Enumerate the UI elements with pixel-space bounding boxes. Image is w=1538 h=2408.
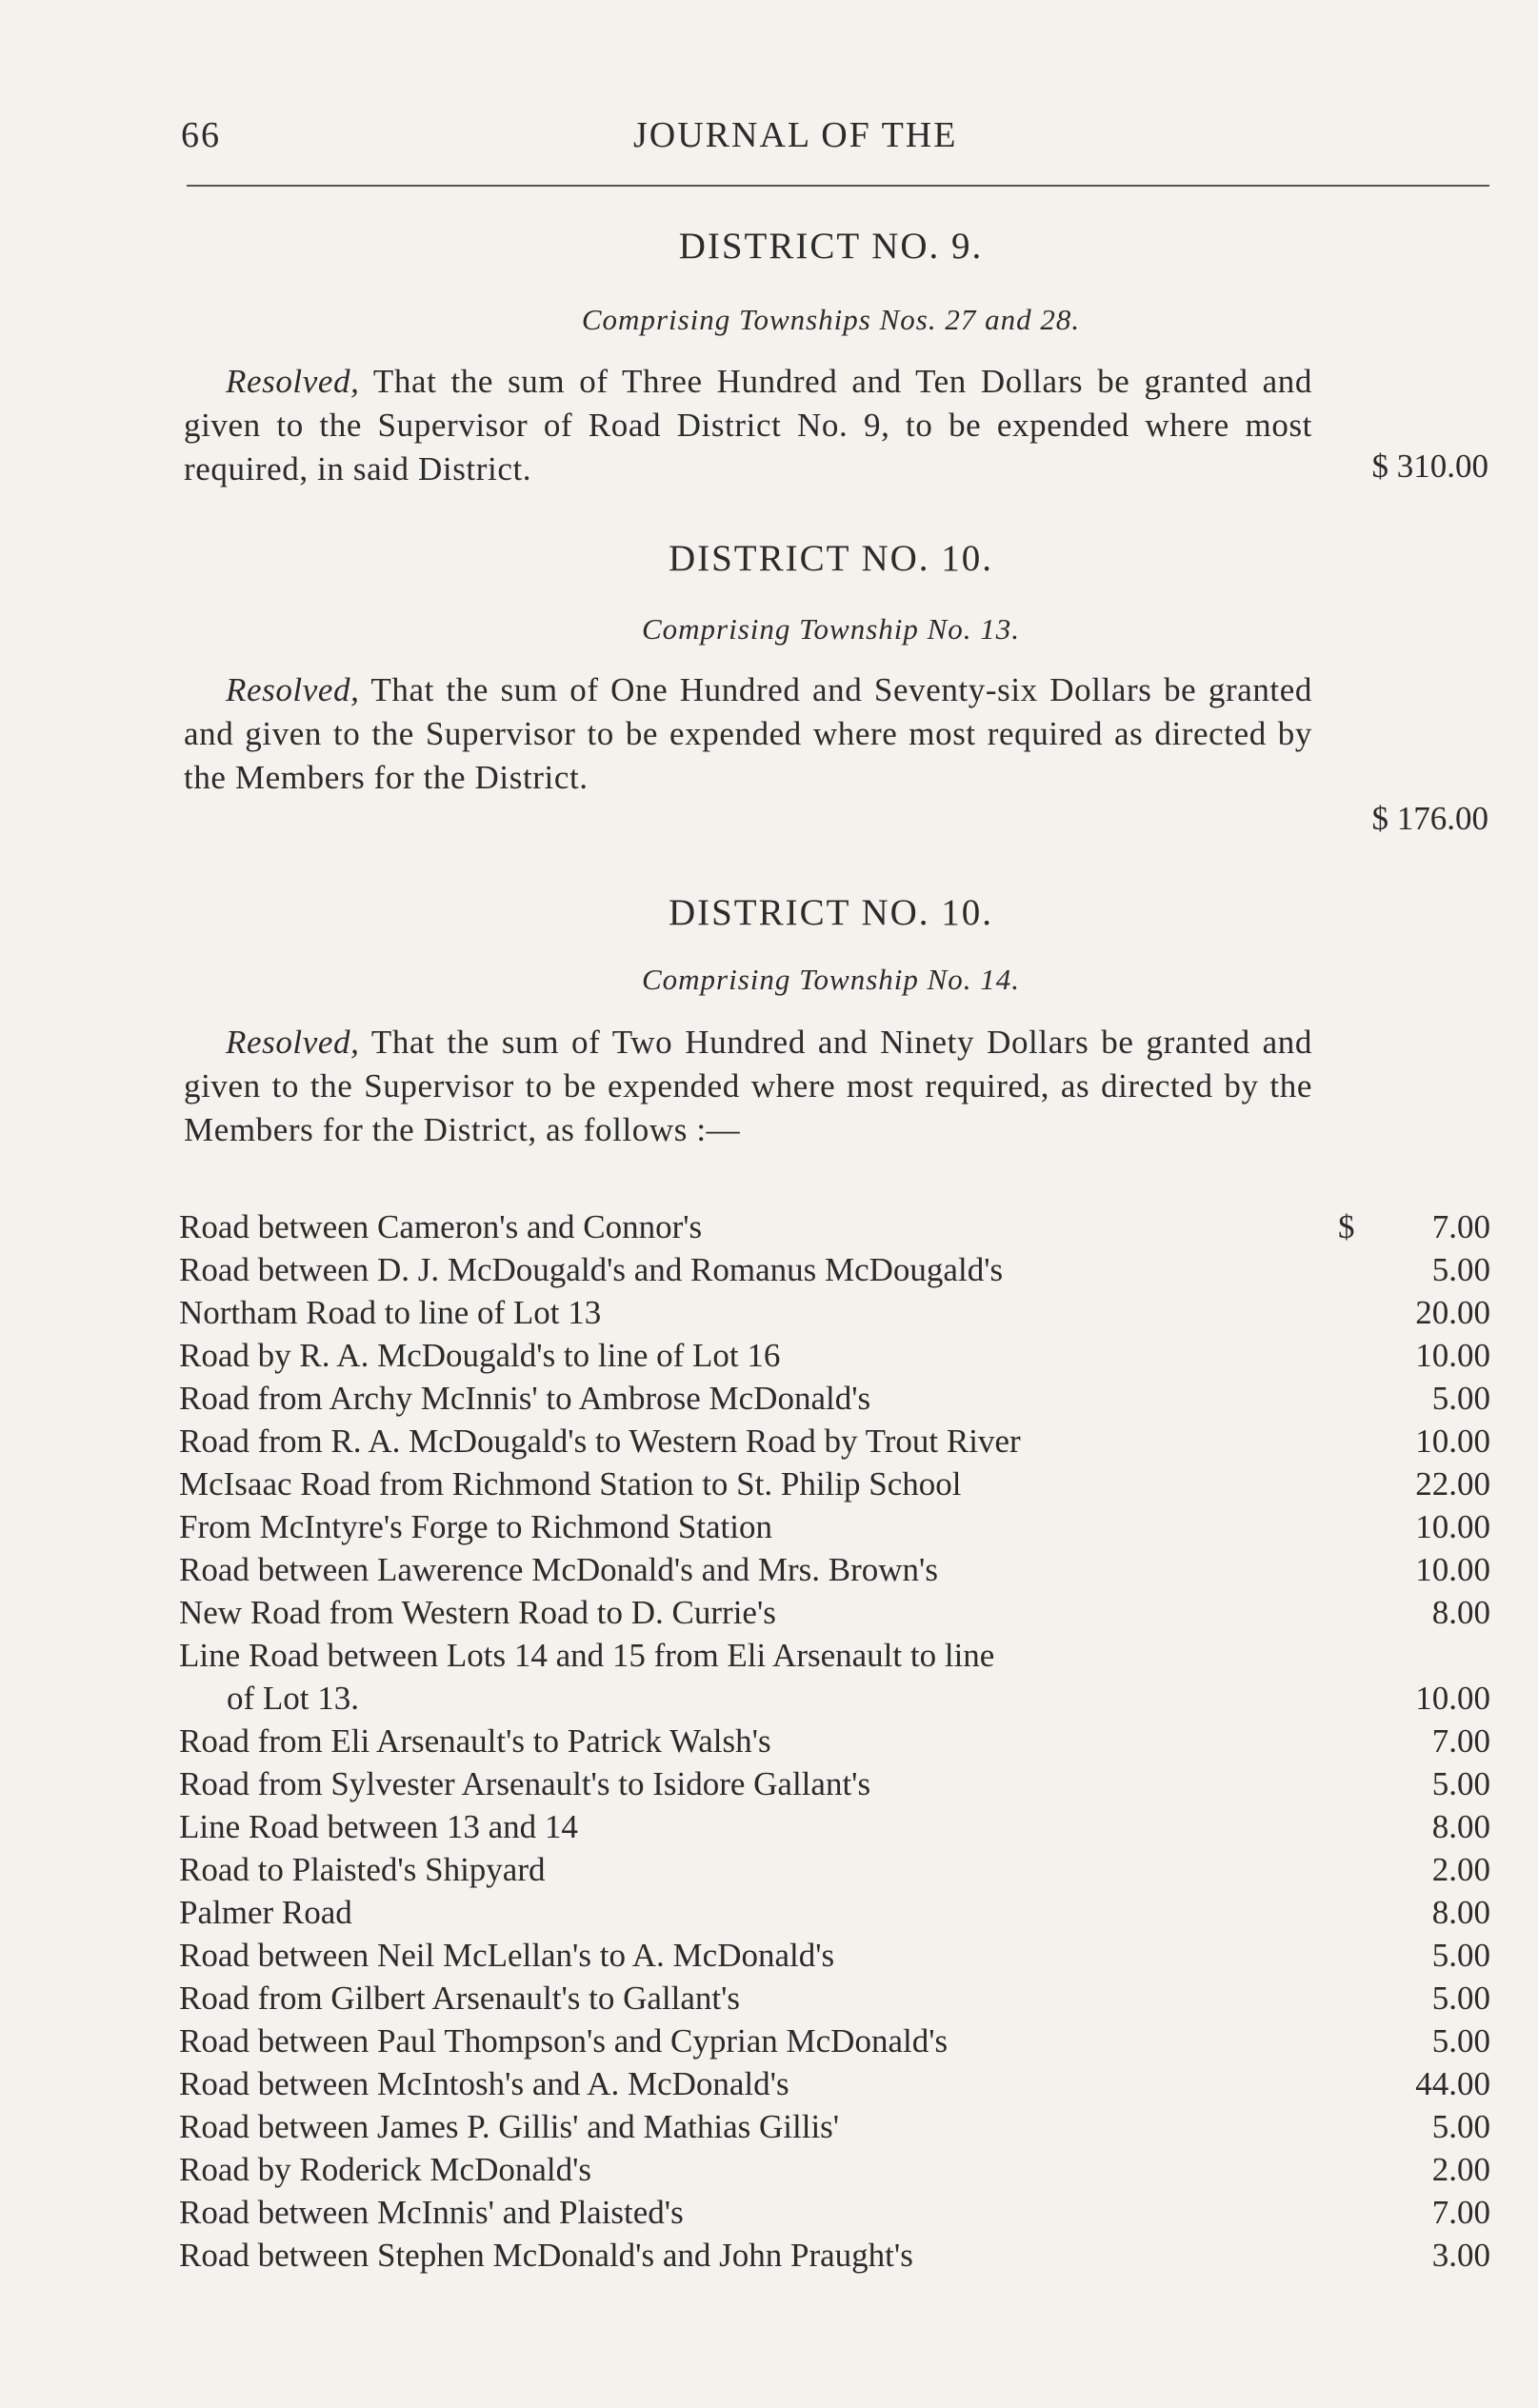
road-name: Road to Plaisted's Shipyard [179, 1851, 546, 1888]
road-name: Road from R. A. McDougald's to Western Road by Trout River [179, 1423, 1021, 1460]
road-name: Road between Neil McLellan's to A. McDonald's [179, 1937, 835, 1974]
road-amount: 10.00 [1415, 1337, 1490, 1374]
road-name: Road by R. A. McDougald's to line of Lot 16 [179, 1337, 781, 1374]
road-amount: 5.00 [1431, 1251, 1490, 1288]
road-amount: 5.00 [1431, 1980, 1490, 2017]
road-amount: 3.00 [1431, 2237, 1490, 2274]
road-name: Road between Paul Thompson's and Cyprian McDonald's [179, 2022, 949, 2060]
resolution-lead: Resolved, [226, 1024, 360, 1061]
road-name: Road between McInnis' and Plaisted's [179, 2194, 684, 2231]
road-name: McIsaac Road from Richmond Station to St. Philip School [179, 1465, 962, 1503]
resolution-amount: $ 176.00 [1371, 800, 1488, 837]
district-subheading: Comprising Townships Nos. 27 and 28. [581, 303, 1081, 336]
road-name: Road from Archy McInnis' to Ambrose McDonald's [179, 1380, 871, 1417]
list-item [179, 1505, 1490, 1548]
list-item [179, 2020, 1490, 2062]
list-item [179, 2105, 1490, 2148]
road-name: Road from Eli Arsenault's to Patrick Walsh's [179, 1722, 771, 1760]
list-item [179, 1762, 1490, 1805]
list-item [179, 1848, 1490, 1891]
resolution-text: That the sum of Two Hundred and Ninety Dollars be granted and given to the Supervisor to be expended where most required, as directed by the Members for the District, as follows :— [184, 1024, 1312, 1148]
list-item [179, 1805, 1490, 1848]
resolution-paragraph [184, 668, 1312, 800]
list-item [179, 1634, 1490, 1720]
district-heading: DISTRICT NO. 10. [668, 892, 994, 933]
list-item [179, 1334, 1490, 1377]
road-amount: 10.00 [1415, 1680, 1490, 1717]
resolution-lead: Resolved, [226, 671, 360, 708]
list-item [179, 1548, 1490, 1591]
road-name: Road from Gilbert Arsenault's to Gallant's [179, 1980, 741, 2017]
list-item [179, 1291, 1490, 1334]
district-heading: DISTRICT NO. 10. [668, 538, 994, 579]
road-name: Line Road between 13 and 14 [179, 1808, 578, 1845]
currency-symbol: $ [1338, 1208, 1355, 1245]
road-amount: 44.00 [1415, 2065, 1490, 2102]
road-name: Road between Lawerence McDonald's and Mrs. Brown's [179, 1551, 938, 1588]
road-amount: 5.00 [1431, 1380, 1490, 1417]
road-name: Northam Road to line of Lot 13 [179, 1294, 602, 1331]
road-name: Road between James P. Gillis' and Mathias Gillis' [179, 2108, 840, 2145]
road-amount: 7.00 [1431, 1722, 1490, 1760]
page-number: 66 [181, 115, 221, 155]
road-name-continuation: of Lot 13. [227, 1680, 360, 1717]
road-amount: 5.00 [1431, 1765, 1490, 1802]
road-amount [1338, 1205, 1490, 1248]
resolution-amount: $ 310.00 [1371, 448, 1488, 485]
district-subheading: Comprising Township No. 13. [641, 612, 1021, 646]
road-amount: 8.00 [1431, 1894, 1490, 1931]
list-item [179, 1934, 1490, 1977]
road-name: From McIntyre's Forge to Richmond Station [179, 1508, 772, 1545]
journal-title: JOURNAL OF THE [633, 115, 958, 155]
list-item [179, 1591, 1490, 1634]
list-item [179, 1420, 1490, 1463]
road-amount: 20.00 [1415, 1294, 1490, 1331]
list-item [179, 2148, 1490, 2191]
district-heading: DISTRICT NO. 9. [678, 226, 984, 267]
road-name: New Road from Western Road to D. Currie's [179, 1594, 776, 1631]
road-amount: 7.00 [1431, 2194, 1490, 2231]
road-name: Road between Stephen McDonald's and John Praught's [179, 2237, 913, 2274]
resolution-text: That the sum of One Hundred and Seventy-six Dollars be granted and given to the Supervisor to be expended where most required as directed by the Members for the District. [184, 671, 1312, 796]
road-name-line: Line Road between Lots 14 and 15 from Eli Arsenault to line [179, 1637, 995, 1674]
road-amount: 8.00 [1431, 1594, 1490, 1631]
road-amount: 10.00 [1415, 1551, 1490, 1588]
road-name: Palmer Road [179, 1894, 352, 1931]
list-item [179, 2191, 1490, 2234]
list-item [179, 1377, 1490, 1420]
road-name: Road between McIntosh's and A. McDonald's [179, 2065, 789, 2102]
list-item [179, 2062, 1490, 2105]
road-name [179, 1634, 1317, 1720]
resolution-paragraph [184, 1021, 1312, 1152]
road-amount: 10.00 [1415, 1423, 1490, 1460]
road-amount: 22.00 [1415, 1465, 1490, 1503]
district-subheading: Comprising Township No. 14. [641, 963, 1021, 996]
list-item [179, 1248, 1490, 1291]
road-amount: 5.00 [1431, 2022, 1490, 2060]
resolution-text: That the sum of Three Hundred and Ten Dollars be granted and given to the Supervisor of Road District No. 9, to be expended where most required, in said District. [184, 363, 1312, 488]
road-name: Road from Sylvester Arsenault's to Isidore Gallant's [179, 1765, 871, 1802]
amount-value: 7.00 [1431, 1208, 1490, 1245]
road-name: Road between D. J. McDougald's and Romanus McDougald's [179, 1251, 1004, 1288]
road-amount: 10.00 [1415, 1508, 1490, 1545]
running-head [181, 103, 1490, 160]
resolution-paragraph [184, 360, 1312, 491]
road-amount: 5.00 [1431, 1937, 1490, 1974]
road-amount: 5.00 [1431, 2108, 1490, 2145]
list-item [179, 2234, 1490, 2277]
list-item [179, 1720, 1490, 1762]
road-expenditure-list [179, 1205, 1490, 2277]
list-item [179, 1205, 1490, 1248]
road-amount: 2.00 [1431, 2151, 1490, 2188]
road-name: Road between Cameron's and Connor's [179, 1208, 703, 1245]
road-name: Road by Roderick McDonald's [179, 2151, 592, 2188]
road-amount: 8.00 [1431, 1808, 1490, 1845]
list-item [179, 1463, 1490, 1505]
header-rule [187, 185, 1489, 187]
resolution-lead: Resolved, [226, 363, 360, 400]
list-item [179, 1891, 1490, 1934]
road-amount: 2.00 [1431, 1851, 1490, 1888]
list-item [179, 1977, 1490, 2020]
